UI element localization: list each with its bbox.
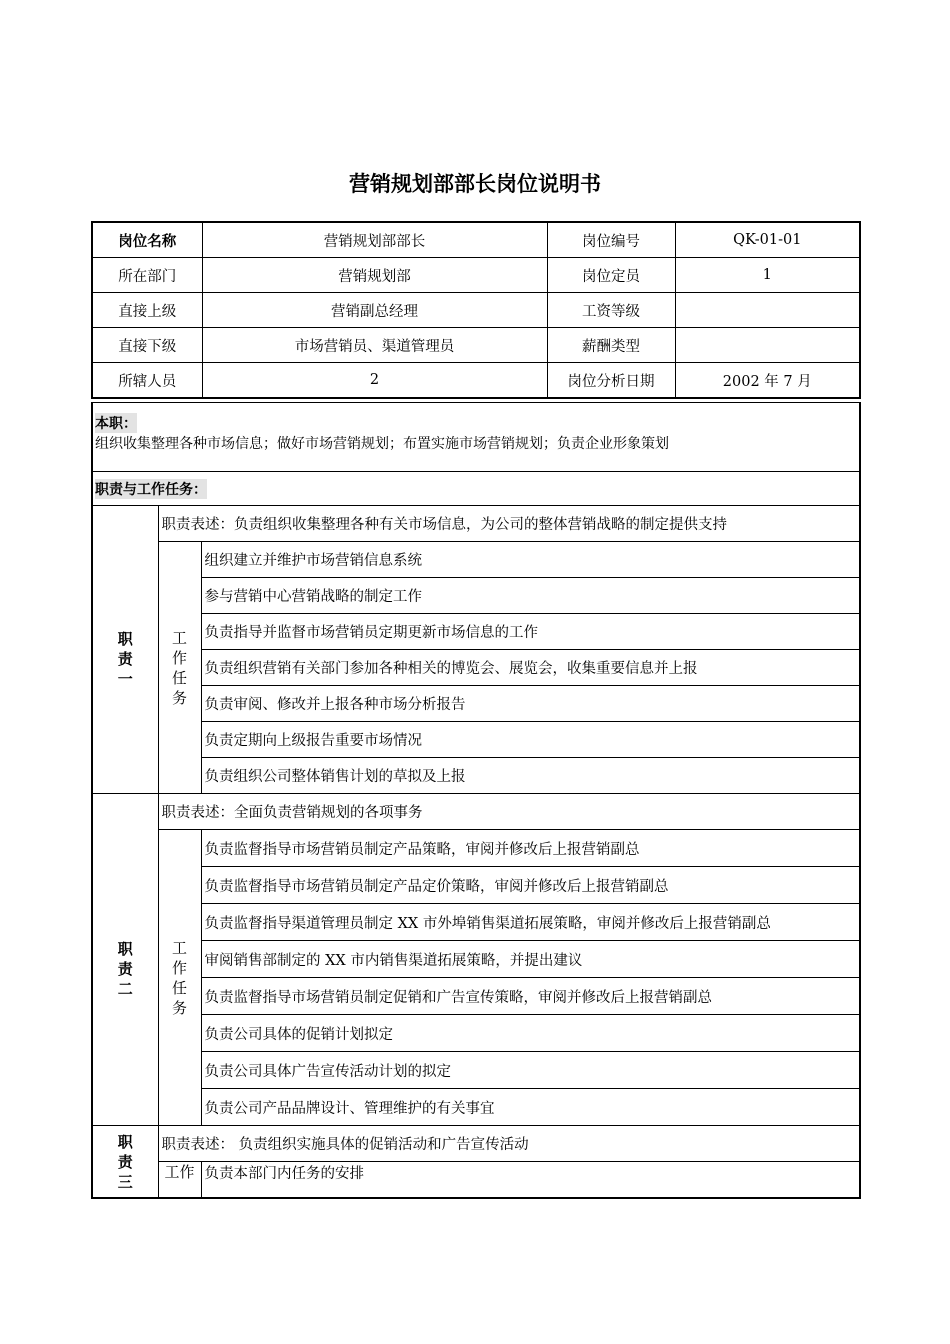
info-label: 直接上级 xyxy=(92,293,202,328)
duties-heading-cell xyxy=(92,472,860,506)
info-value: 营销副总经理 xyxy=(202,293,547,328)
info-value: 1 xyxy=(675,258,860,293)
duty-2-task: 负责监督指导市场营销员制定产品策略，审阅并修改后上报营销副总 xyxy=(201,830,860,867)
duty-2-task-row xyxy=(92,1052,860,1089)
core-duty-text: 组织收集整理各种市场信息；做好市场营销规划；布置实施市场营销规划；负责企业形象策划 xyxy=(95,436,669,452)
duty-3-task-row xyxy=(92,1162,860,1199)
duty-1-task: 参与营销中心营销战略的制定工作 xyxy=(201,578,860,614)
duty-2-task-label: 工作任务 xyxy=(158,830,201,1126)
info-label: 岗位编号 xyxy=(547,222,675,258)
duty-1-task-row xyxy=(92,686,860,722)
duty-2-task: 负责监督指导市场营销员制定促销和广告宣传策略，审阅并修改后上报营销副总 xyxy=(201,978,860,1015)
duty-3-description: 职责表述： 负责组织实施具体的促销活动和广告宣传活动 xyxy=(158,1126,860,1162)
duty-1-task-row xyxy=(92,758,860,794)
info-value: 市场营销员、渠道管理员 xyxy=(202,328,547,363)
duties-heading: 职责与工作任务： xyxy=(95,479,207,499)
duty-2-description-row xyxy=(92,794,860,830)
duty-2-task: 负责监督指导渠道管理员制定 XX 市外埠销售渠道拓展策略，审阅并修改后上报营销副总 xyxy=(201,904,860,941)
duty-1-task-row xyxy=(92,542,860,578)
info-label: 岗位定员 xyxy=(547,258,675,293)
duty-2-task-row xyxy=(92,830,860,867)
duty-2-task-row xyxy=(92,1015,860,1052)
info-value: 2 xyxy=(202,363,547,399)
info-label: 所在部门 xyxy=(92,258,202,293)
duty-3-task-label: 工作 xyxy=(158,1162,201,1199)
duty-2-description: 职责表述：全面负责营销规划的各项事务 xyxy=(158,794,860,830)
position-info-table xyxy=(91,221,861,399)
info-label: 岗位名称 xyxy=(92,222,202,258)
duties-table xyxy=(91,402,861,1199)
duty-2-task-row xyxy=(92,941,860,978)
duty-1-task: 负责审阅、修改并上报各种市场分析报告 xyxy=(201,686,860,722)
info-row-superior xyxy=(92,293,860,328)
duty-2-task: 负责公司具体广告宣传活动计划的拟定 xyxy=(201,1052,860,1089)
info-label: 直接下级 xyxy=(92,328,202,363)
core-duty-cell xyxy=(92,403,860,472)
duty-2-task-row xyxy=(92,978,860,1015)
duty-1-task-row xyxy=(92,722,860,758)
info-label: 所辖人员 xyxy=(92,363,202,399)
info-label: 工资等级 xyxy=(547,293,675,328)
info-label: 薪酬类型 xyxy=(547,328,675,363)
info-row-department xyxy=(92,258,860,293)
duty-1-label: 职责一 xyxy=(92,506,158,794)
duties-heading-row xyxy=(92,472,860,506)
duty-1-description: 职责表述：负责组织收集整理各种有关市场信息，为公司的整体营销战略的制定提供支持 xyxy=(158,506,860,542)
duty-2-label: 职责二 xyxy=(92,794,158,1126)
duty-2-task: 审阅销售部制定的 XX 市内销售渠道拓展策略，并提出建议 xyxy=(201,941,860,978)
duty-2-task-row xyxy=(92,1089,860,1126)
info-value xyxy=(675,328,860,363)
duty-3-label: 职责三 xyxy=(92,1126,158,1199)
info-row-subordinates xyxy=(92,328,860,363)
duty-2-task-row xyxy=(92,904,860,941)
info-value xyxy=(675,293,860,328)
duty-2-task: 负责公司产品品牌设计、管理维护的有关事宜 xyxy=(201,1089,860,1126)
duty-1-task-row xyxy=(92,650,860,686)
info-value: 营销规划部部长 xyxy=(202,222,547,258)
duty-1-task: 负责组织营销有关部门参加各种相关的博览会、展览会，收集重要信息并上报 xyxy=(201,650,860,686)
duty-1-task-row xyxy=(92,614,860,650)
duty-3-task: 负责本部门内任务的安排 xyxy=(201,1162,860,1199)
duty-2-task-row xyxy=(92,867,860,904)
duty-1-task: 负责组织公司整体销售计划的草拟及上报 xyxy=(201,758,860,794)
document-title: 营销规划部部长岗位说明书 xyxy=(349,172,601,196)
info-value: 营销规划部 xyxy=(202,258,547,293)
duty-2-task: 负责公司具体的促销计划拟定 xyxy=(201,1015,860,1052)
core-duty-heading: 本职： xyxy=(95,413,137,433)
duty-1-task-label: 工作任务 xyxy=(158,542,201,794)
info-row-staff xyxy=(92,363,860,399)
duty-1-task: 负责定期向上级报告重要市场情况 xyxy=(201,722,860,758)
duty-1-task: 组织建立并维护市场营销信息系统 xyxy=(201,542,860,578)
info-value: 2002 年 7 月 xyxy=(675,363,860,399)
duty-1-task-row xyxy=(92,578,860,614)
info-value: QK-01-01 xyxy=(675,222,860,258)
info-label: 岗位分析日期 xyxy=(547,363,675,399)
core-duty-row xyxy=(92,403,860,472)
info-row-position-name xyxy=(92,222,860,258)
duty-1-description-row xyxy=(92,506,860,542)
duty-3-description-row xyxy=(92,1126,860,1162)
duty-2-task: 负责监督指导市场营销员制定产品定价策略，审阅并修改后上报营销副总 xyxy=(201,867,860,904)
duty-1-task: 负责指导并监督市场营销员定期更新市场信息的工作 xyxy=(201,614,860,650)
